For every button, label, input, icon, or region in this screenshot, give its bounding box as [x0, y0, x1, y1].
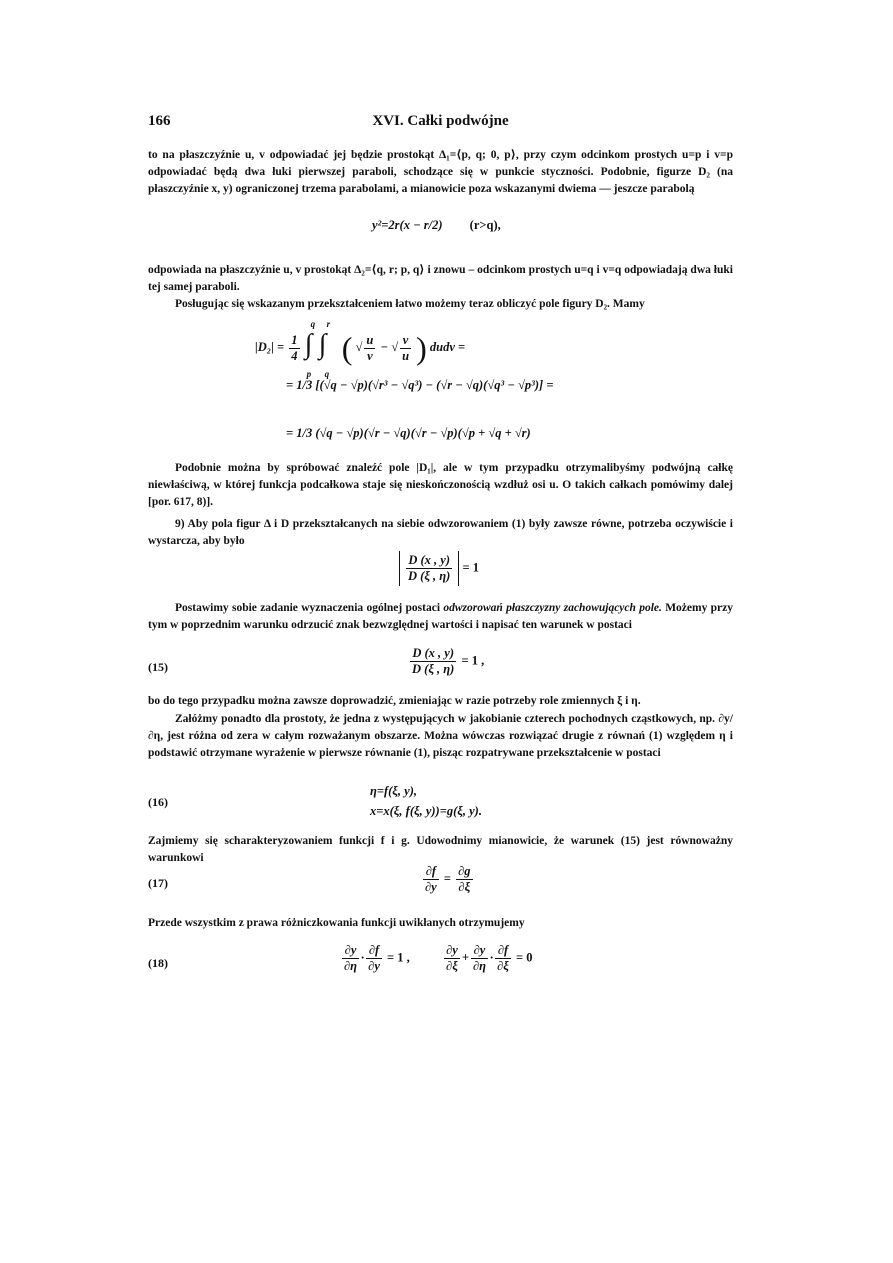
equation-jacobian-abs: $\frac{D (x , y)}{D (\xi , \eta)}$ = 1 [399, 551, 479, 586]
equation-17-label: (17) [148, 876, 168, 890]
paragraph-6: Postawimy sobie zadanie wyznaczenia ogólnej postaci odwzorowań płaszczyzny zachowujących pole. Możemy przy tym w poprzednim warunku odrzucić znak bezwzględnej wartości i napisać ten warunek w postaci [148, 602, 734, 631]
paragraph-9: Zajmiemy się scharakteryzowaniem funkcji f i g. Udowodnimy mianowicie, że warunek (15) jest równoważny warunkowi [148, 835, 733, 864]
paragraph-7: bo do tego przypadku można zawsze doprowadzić, zmieniając w razie potrzeby role zmiennych ξ i η. [148, 695, 641, 707]
paragraph-3: Posługując się wskazanym przekształceniem łatwo możemy teraz obliczyć pole figury D₂. Mamy [175, 298, 645, 310]
paragraph-5: 9) Aby pola figur Δ i D przekształcanych na siebie odwzorowaniem (1) były zawsze równe, potrzeba oczywiście i wystarcza, aby było [148, 518, 733, 547]
equation-15-label: (15) [148, 660, 168, 674]
page-number: 166 [148, 113, 171, 129]
equation-area-integral: |D₂| = $\frac{1}{4}$ ∫ ∫ q r p q ( √ $\frac{u}{v}$ − √ $\frac{v}{u}$ ) dudv = [255, 319, 466, 379]
equation-18: $\frac{\partial y}{\partial\eta}$ · $\frac{\partial f}{\partial y}$ = 1 , $\frac{\partial y}{\partial\xi}$ + $\frac{\partial y}{\partial\eta}$ · $\frac{\partial f}{\partial\xi}$ = 0 [344, 943, 533, 973]
running-title: XVI. Całki podwójne [372, 113, 509, 129]
equation-area-line2: = 1/3 [(√q − √p)(√r³ − √q³) − (√r − √q)(√q³ − √p³)] = [286, 378, 554, 392]
running-header [148, 113, 733, 135]
equation-parabola: y²=2r(x − r/2) (r>q), [372, 218, 501, 232]
equation-16-label: (16) [148, 795, 168, 809]
equation-16-line1: η=f(ξ, y), [370, 784, 418, 798]
equation-area-line3: = 1/3 (√q − √p)(√r − √q)(√r − √p)(√p + √q + √r) [286, 426, 531, 440]
equation-16-line2: x=x(ξ, f(ξ, y))=g(ξ, y). [370, 804, 482, 818]
equation-17: $\frac{\partial f}{\partial y}$ = $\frac{\partial g}{\partial\xi}$ [425, 864, 471, 894]
equation-18-label: (18) [148, 956, 168, 970]
paragraph-1: to na płaszczyźnie u, v odpowiadać jej będzie prostokąt Δ₁=⟨p, q; 0, p⟩, przy czym odcinkom prostych u=p i v=p odpowiadać będą dwa łuki pierwszej paraboli, schodzące się w punkcie styczności. Podobnie, figurze D₂ (na płaszczyźnie x, y) ograniczonej trzema parabolami, a mianowicie poza wskazanymi dwiema — jeszcze parabolą [148, 149, 733, 195]
paragraph-8: Załóżmy ponadto dla prostoty, że jedna z występujących w jakobianie czterech pochodnych cząstkowych, np. ∂y/∂η, jest różna od zera w całym rozważanym obszarze. Można wówczas rozwiązać drugie z równań (1) względem η i podstawić otrzymane wyrażenie w pierwsze równanie (1), pisząc rozpatrywane przekształcenie w postaci [148, 713, 733, 759]
paragraph-10: Przede wszystkim z prawa różniczkowania funkcji uwikłanych otrzymujemy [148, 917, 525, 929]
paragraph-4: Podobnie można by spróbować znaleźć pole |D₁|, ale w tym przypadku otrzymalibyśmy podwójną całkę niewłaściwą, w której funkcja podcałkowa staje się nieskończonością wzdłuż osi u. O takich całkach pomówimy dalej [por. 617, 8)]. [148, 462, 733, 508]
equation-15: $\frac{D (x , y)}{D (\xi , \eta)}$ = 1 , [412, 646, 485, 676]
paragraph-2: odpowiada na płaszczyźnie u, v prostokąt Δ₂=⟨q, r; p, q⟩ i znowu – odcinkom prostych u=q i v=q odpowiadają dwa łuki tej samej paraboli. [148, 264, 733, 293]
